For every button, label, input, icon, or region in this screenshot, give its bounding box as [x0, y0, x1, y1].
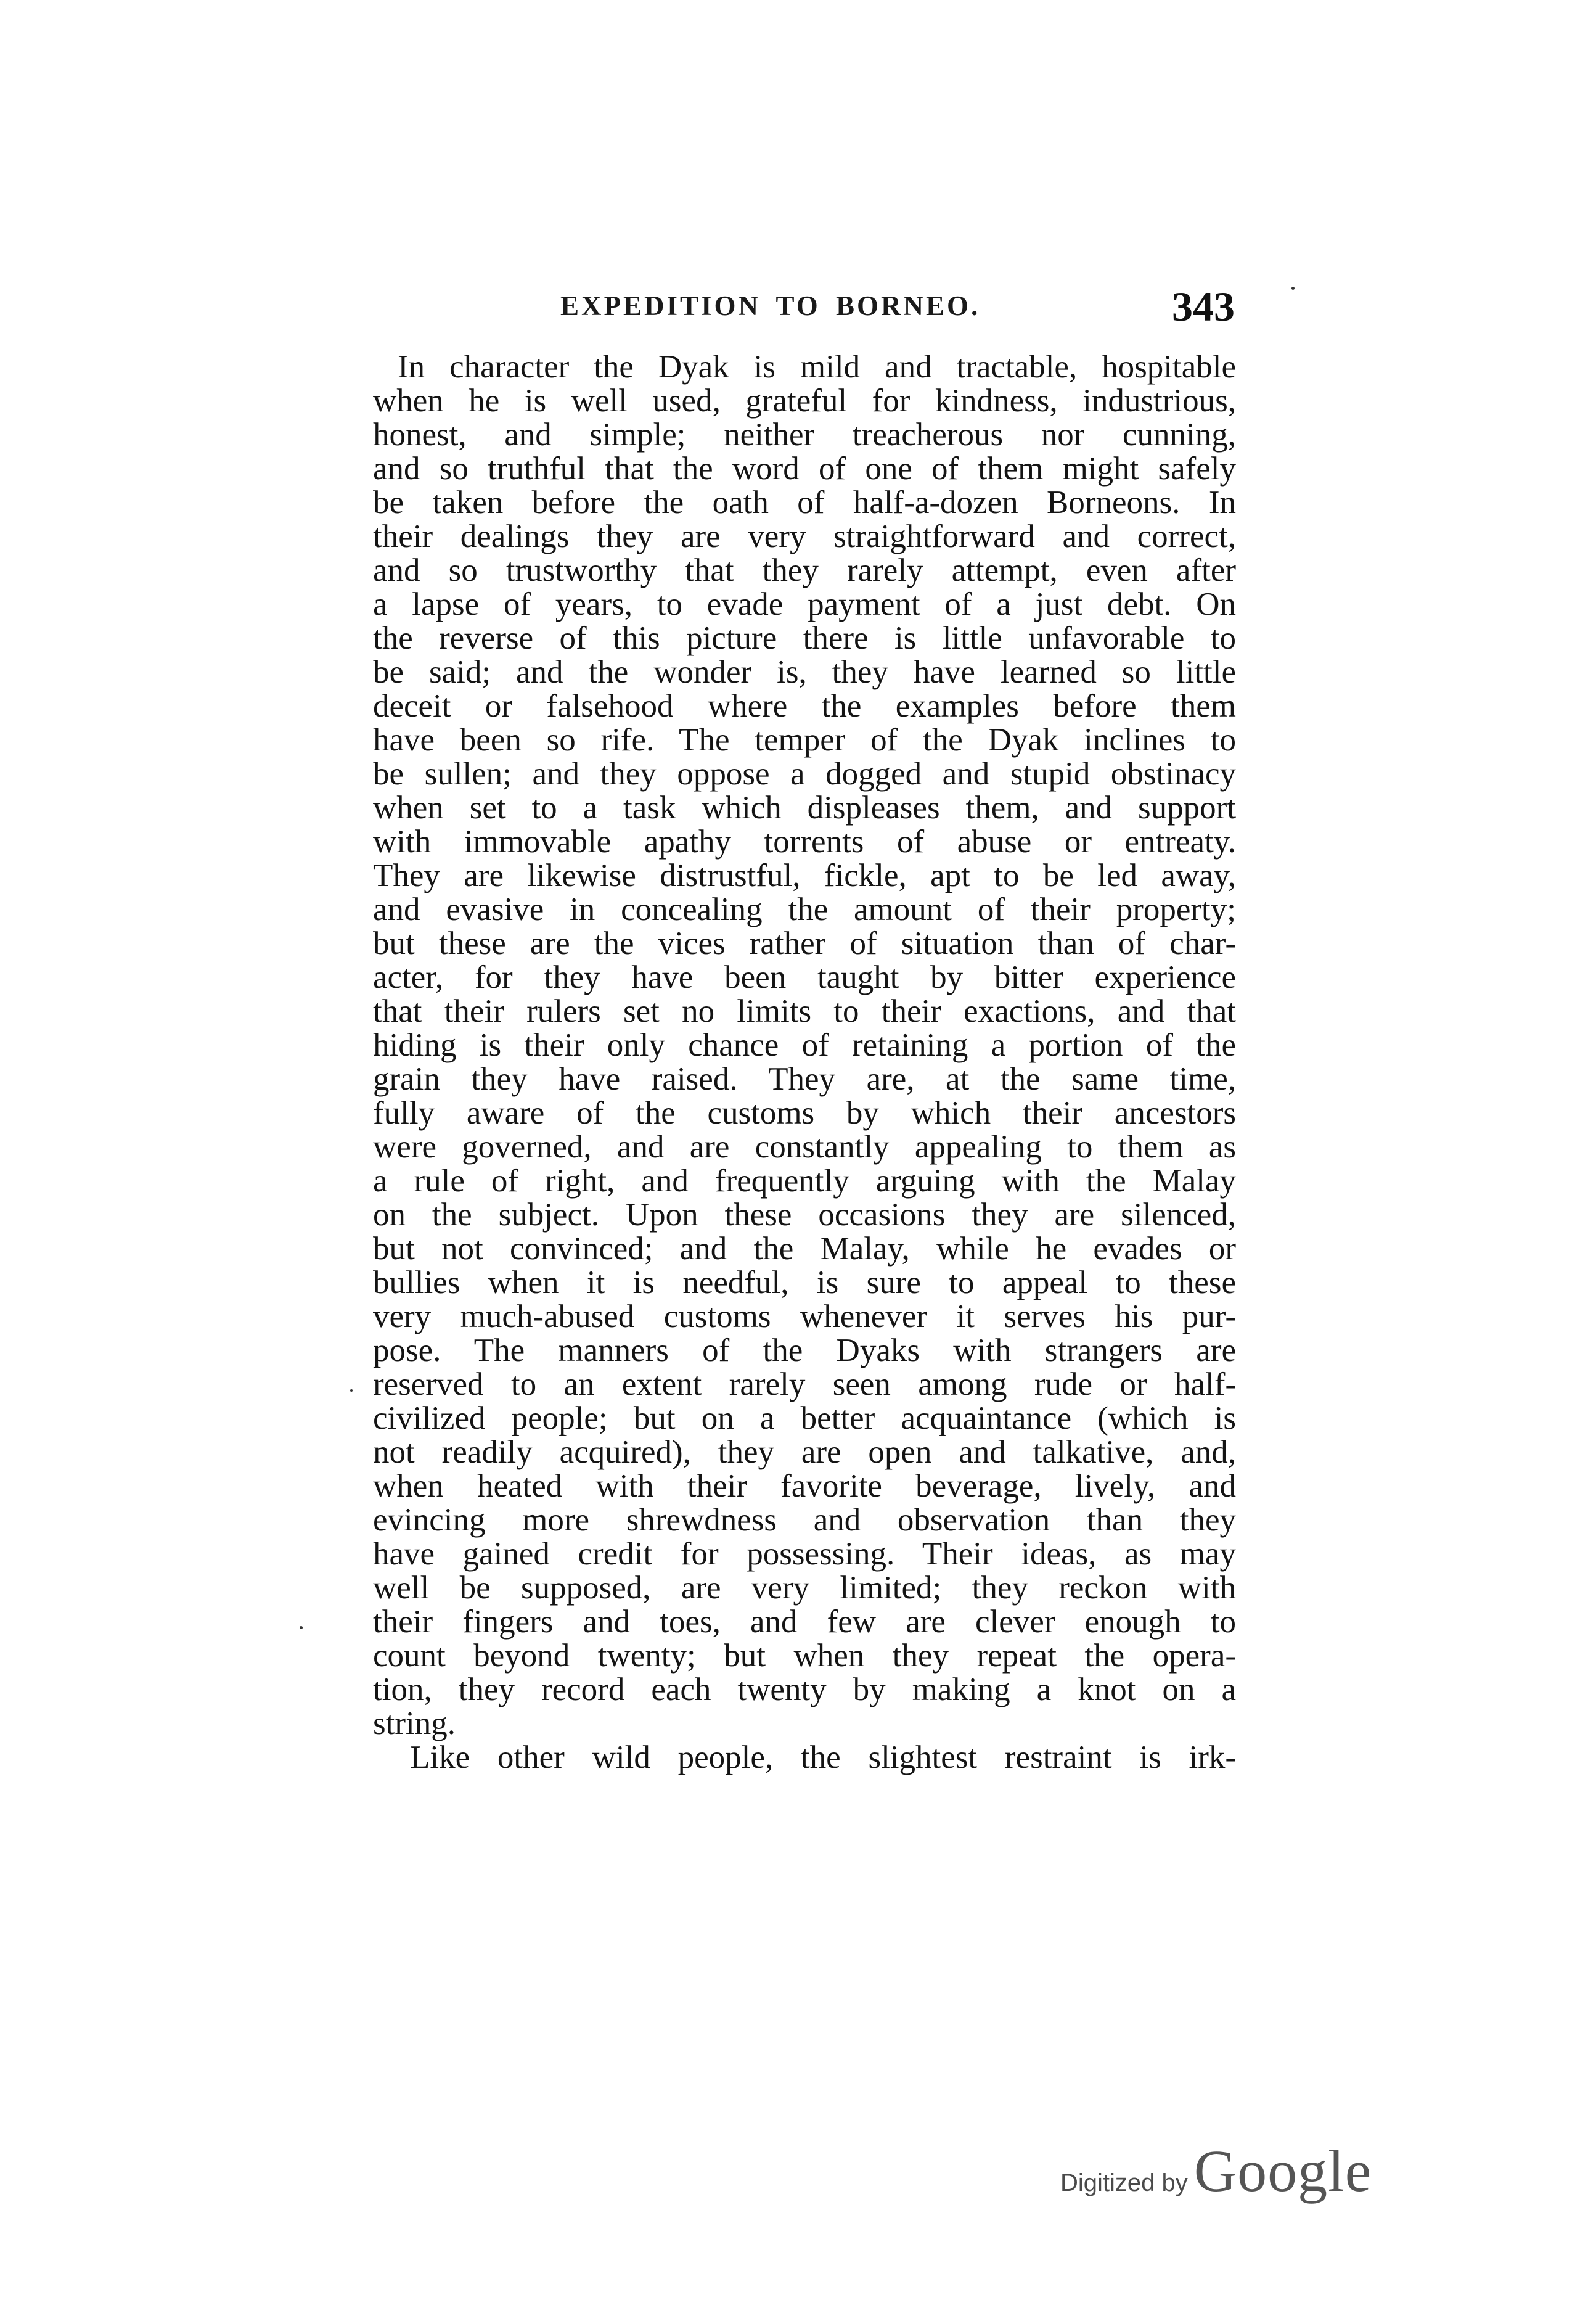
- running-title: EXPEDITION TO BORNEO.: [560, 290, 981, 321]
- text-line: grain they have raised. They are, at the same time,: [373, 1061, 1236, 1097]
- page-number: 343: [1172, 283, 1235, 330]
- print-speck: [300, 1626, 303, 1629]
- text-line: They are likewise distrustful, fickle, apt to be led away,: [373, 858, 1236, 893]
- print-speck: [1291, 287, 1295, 290]
- text-line: when he is well used, grateful for kindness, industrious,: [373, 383, 1236, 419]
- text-line: In character the Dyak is mild and tractable, hospitable: [398, 349, 1236, 385]
- text-line: and evasive in concealing the amount of their property;: [373, 892, 1236, 927]
- text-line: but these are the vices rather of situation than of char-: [373, 926, 1236, 961]
- text-line: but not convinced; and the Malay, while he evades or: [373, 1231, 1236, 1267]
- digitized-by-google-watermark: [1060, 2137, 1372, 2204]
- google-logo: Google: [1193, 2138, 1372, 2204]
- text-line: and so trustworthy that they rarely attempt, even after: [373, 553, 1236, 588]
- text-line: not readily acquired), they are open and talkative, and,: [373, 1434, 1236, 1470]
- text-line: acter, for they have been taught by bitter experience: [373, 959, 1236, 995]
- body-text: [373, 350, 1236, 1775]
- text-line: count beyond twenty; but when they repeat the opera-: [373, 1638, 1236, 1674]
- text-line: bullies when it is needful, is sure to appeal to these: [373, 1265, 1236, 1300]
- digitized-by-label: Digitized by: [1060, 2169, 1188, 2196]
- text-line: reserved to an extent rarely seen among rude or half-: [373, 1366, 1236, 1402]
- text-line: evincing more shrewdness and observation than they: [373, 1502, 1236, 1538]
- text-line: very much-abused customs whenever it serves his pur-: [373, 1299, 1236, 1334]
- text-line: and so truthful that the word of one of them might safely: [373, 451, 1236, 487]
- print-speck: [350, 1389, 353, 1392]
- text-line: be sullen; and they oppose a dogged and stupid obstinacy: [373, 756, 1236, 792]
- text-line: with immovable apathy torrents of abuse or entreaty.: [373, 824, 1236, 860]
- text-line: fully aware of the customs by which their ancestors: [373, 1095, 1236, 1131]
- text-line: that their rulers set no limits to their exactions, and that: [373, 993, 1236, 1029]
- text-line: a rule of right, and frequently arguing with the Malay: [373, 1163, 1236, 1199]
- text-line: were governed, and are constantly appealing to them as: [373, 1129, 1236, 1165]
- text-line: their fingers and toes, and few are clever enough to: [373, 1604, 1236, 1640]
- text-line: when set to a task which displeases them, and support: [373, 790, 1236, 826]
- text-line: civilized people; but on a better acquaintance (which is: [373, 1400, 1236, 1436]
- text-line: on the subject. Upon these occasions they are silenced,: [373, 1197, 1236, 1233]
- text-line: their dealings they are very straightforward and correct,: [373, 519, 1236, 554]
- text-line: be taken before the oath of half-a-dozen Borneons. In: [373, 485, 1236, 520]
- text-line: tion, they record each twenty by making a knot on a: [373, 1672, 1236, 1707]
- running-head: [378, 282, 1235, 332]
- text-line: hiding is their only chance of retaining a portion of the: [373, 1027, 1236, 1063]
- text-line: a lapse of years, to evade payment of a just debt. On: [373, 586, 1236, 622]
- text-line: have been so rife. The temper of the Dyak inclines to: [373, 722, 1236, 758]
- text-line: well be supposed, are very limited; they reckon with: [373, 1570, 1236, 1606]
- text-line: deceit or falsehood where the examples before them: [373, 688, 1236, 724]
- text-line: be said; and the wonder is, they have learned so little: [373, 654, 1236, 690]
- text-line: honest, and simple; neither treacherous nor cunning,: [373, 417, 1236, 453]
- text-line: Like other wild people, the slightest restraint is irk-: [410, 1740, 1236, 1775]
- text-line: when heated with their favorite beverage, lively, and: [373, 1468, 1236, 1504]
- text-line: pose. The manners of the Dyaks with strangers are: [373, 1333, 1236, 1368]
- text-line: have gained credit for possessing. Their ideas, as may: [373, 1536, 1236, 1572]
- text-line: the reverse of this picture there is little unfavorable to: [373, 620, 1236, 656]
- text-line: string.: [373, 1706, 456, 1741]
